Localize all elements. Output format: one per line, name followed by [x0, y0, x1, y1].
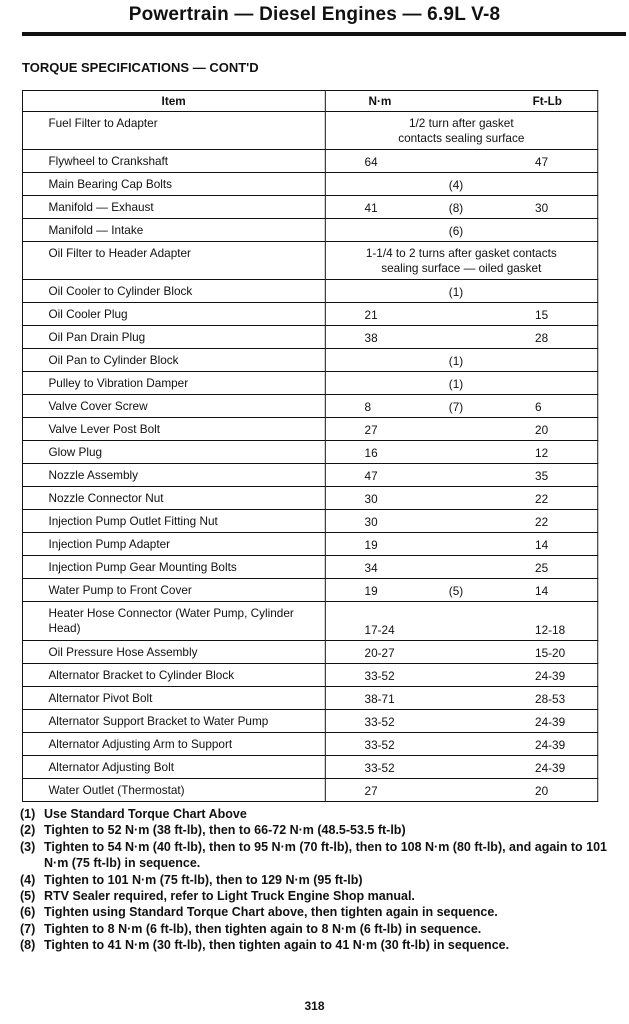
item-cell: Glow Plug [22, 441, 324, 464]
ftlb-value: 12 [535, 446, 549, 460]
nm-value: 41 [364, 201, 378, 215]
column-header-nm: N·m [325, 91, 462, 112]
table-row [22, 664, 597, 687]
footnote-text: Tighten to 54 N·m (40 ft-lb), then to 95 N·m (70 ft-lb), then to 108 N·m (80 ft-lb), and again to 101 N·m (75 ft-lb) in sequence. [44, 839, 607, 871]
item-cell: Nozzle Connector Nut [22, 487, 324, 510]
table-row [22, 395, 597, 418]
torque-values-cell [325, 664, 598, 687]
torque-values-cell [325, 395, 598, 418]
torque-values-cell [325, 733, 598, 756]
nm-value: 17-24 [364, 623, 395, 637]
torque-values-cell [325, 510, 598, 533]
footnote-reference: (1) [448, 354, 464, 368]
column-header-ftlb: Ft-Lb [462, 91, 597, 112]
item-cell: Alternator Pivot Bolt [22, 687, 324, 710]
table-row [22, 602, 597, 641]
torque-values-cell [325, 779, 598, 802]
nm-value: 33-52 [364, 738, 395, 752]
footnote-text: RTV Sealer required, refer to Light Truck Engine Shop manual. [44, 889, 415, 904]
item-cell: Injection Pump Adapter [22, 533, 324, 556]
table-row [22, 326, 597, 349]
ftlb-value: 24-39 [535, 669, 566, 683]
table-row [22, 150, 597, 173]
ftlb-value: 22 [535, 515, 549, 529]
ftlb-value: 28 [535, 331, 549, 345]
table-row [22, 441, 597, 464]
ftlb-value: 15 [535, 308, 549, 322]
ftlb-value: 15-20 [535, 646, 566, 660]
item-cell: Injection Pump Gear Mounting Bolts [22, 556, 324, 579]
footnote-number: (3) [20, 839, 36, 854]
ftlb-value: 22 [535, 492, 549, 506]
table-row [22, 418, 597, 441]
torque-values-cell [325, 196, 598, 219]
footnote-reference: (1) [448, 285, 464, 299]
item-cell: Flywheel to Crankshaft [22, 150, 324, 173]
item-cell: Valve Lever Post Bolt [22, 418, 324, 441]
item-cell: Manifold — Intake [22, 219, 324, 242]
nm-value: 30 [364, 492, 378, 506]
ftlb-value: 12-18 [535, 623, 566, 637]
footnote-reference: (1) [448, 377, 464, 391]
footnote-number: (8) [20, 938, 36, 953]
table-row [22, 779, 597, 802]
item-cell: Water Outlet (Thermostat) [22, 779, 324, 802]
footnote [20, 904, 620, 920]
nm-value: 33-52 [364, 761, 395, 775]
nm-value: 34 [364, 561, 378, 575]
torque-values-cell [325, 280, 598, 303]
table-row [22, 464, 597, 487]
footnote-text: Tighten to 52 N·m (38 ft-lb), then to 66-72 N·m (48.5-53.5 ft-lb) [44, 823, 406, 838]
item-cell: Water Pump to Front Cover [22, 579, 324, 602]
nm-value: 27 [364, 784, 378, 798]
nm-value: 64 [364, 155, 378, 169]
table-row [22, 487, 597, 510]
table-row [22, 173, 597, 196]
item-cell: Alternator Bracket to Cylinder Block [22, 664, 324, 687]
ftlb-value: 24-39 [535, 715, 566, 729]
item-cell: Oil Filter to Header Adapter [22, 242, 324, 280]
ftlb-value: 14 [535, 538, 549, 552]
footnote [20, 822, 620, 838]
table-row [22, 349, 597, 372]
nm-value: 30 [364, 515, 378, 529]
torque-values-cell [325, 602, 598, 641]
footnote-reference: (7) [448, 400, 464, 414]
torque-values-cell [325, 173, 598, 196]
table-row [22, 303, 597, 326]
table-body [22, 112, 597, 802]
footnote-text: Tighten to 101 N·m (75 ft-lb), then to 129 N·m (95 ft-lb) [44, 872, 363, 887]
nm-value: 38-71 [364, 692, 395, 706]
footnote [20, 839, 620, 872]
nm-value: 38 [364, 331, 378, 345]
nm-value: 20-27 [364, 646, 395, 660]
torque-values-cell [325, 533, 598, 556]
title-rule [22, 32, 626, 36]
footnote-reference: (6) [448, 224, 464, 238]
column-header-item: Item [22, 91, 324, 112]
nm-value: 33-52 [364, 715, 395, 729]
torque-values-cell [325, 303, 598, 326]
nm-value: 16 [364, 446, 378, 460]
item-cell: Alternator Support Bracket to Water Pump [22, 710, 324, 733]
ftlb-value: 25 [535, 561, 549, 575]
footnote-number: (4) [20, 872, 36, 887]
ftlb-value: 30 [535, 201, 549, 215]
table-header-row [22, 91, 597, 112]
torque-specifications-table [22, 90, 598, 802]
nm-value: 21 [364, 308, 378, 322]
torque-values-cell [325, 219, 598, 242]
ftlb-value: 24-39 [535, 761, 566, 775]
torque-values-cell [325, 326, 598, 349]
torque-values-cell [325, 441, 598, 464]
footnote [20, 937, 620, 953]
torque-values-cell [325, 556, 598, 579]
footnote-number: (1) [20, 807, 36, 821]
item-cell: Oil Cooler to Cylinder Block [22, 280, 324, 303]
ftlb-value: 47 [535, 155, 549, 169]
page-title: Powertrain — Diesel Engines — 6.9L V-8 [128, 4, 501, 25]
footnote [20, 888, 620, 904]
footnote-reference: (8) [448, 201, 464, 215]
footnote [20, 921, 620, 937]
nm-value: 47 [364, 469, 378, 483]
item-cell: Nozzle Assembly [22, 464, 324, 487]
item-cell: Oil Pan Drain Plug [22, 326, 324, 349]
table-row [22, 710, 597, 733]
torque-values-cell [325, 418, 598, 441]
footnote-number: (7) [20, 921, 36, 936]
torque-values-cell [325, 579, 598, 602]
footnote-number: (2) [20, 823, 36, 838]
footnote-reference: (5) [448, 584, 464, 598]
item-cell: Oil Pan to Cylinder Block [22, 349, 324, 372]
table-row [22, 641, 597, 664]
item-cell: Alternator Adjusting Bolt [22, 756, 324, 779]
item-cell: Manifold — Exhaust [22, 196, 324, 219]
footnote-number: (6) [20, 905, 36, 920]
ftlb-value: 14 [535, 584, 549, 598]
item-cell: Valve Cover Screw [22, 395, 324, 418]
footnote-reference: (4) [448, 178, 464, 192]
footnote-text: Tighten to 8 N·m (6 ft-lb), then tighten again to 8 N·m (6 ft-lb) in sequence. [44, 921, 482, 936]
footnote-number: (5) [20, 889, 36, 904]
item-cell: Main Bearing Cap Bolts [22, 173, 324, 196]
nm-value: 19 [364, 538, 378, 552]
ftlb-value: 20 [535, 784, 549, 798]
table-row [22, 756, 597, 779]
footnote-text: Use Standard Torque Chart Above [44, 807, 247, 821]
footnote-text: Tighten using Standard Torque Chart above, then tighten again in sequence. [44, 905, 498, 920]
footnotes [20, 806, 620, 954]
page-number: 318 [304, 999, 325, 1013]
torque-values-cell [325, 150, 598, 173]
torque-values-cell [325, 487, 598, 510]
torque-values-cell [325, 687, 598, 710]
table-row [22, 510, 597, 533]
item-cell: Oil Cooler Plug [22, 303, 324, 326]
footnote [20, 806, 620, 822]
table-row [22, 687, 597, 710]
table-row [22, 242, 597, 280]
torque-values-cell [325, 756, 598, 779]
ftlb-value: 20 [535, 423, 549, 437]
nm-value: 33-52 [364, 669, 395, 683]
nm-value: 27 [364, 423, 378, 437]
ftlb-value: 28-53 [535, 692, 566, 706]
torque-instruction-cell: 1-1/4 to 2 turns after gasket contacts sealing surface — oiled gasket [325, 242, 598, 280]
ftlb-value: 24-39 [535, 738, 566, 752]
ftlb-value: 6 [535, 400, 542, 414]
nm-value: 8 [364, 400, 372, 414]
table-row [22, 196, 597, 219]
footnote [20, 872, 620, 888]
item-cell: Heater Hose Connector (Water Pump, Cylinder Head) [22, 602, 324, 641]
ftlb-value: 35 [535, 469, 549, 483]
table-row [22, 579, 597, 602]
footnote-text: Tighten to 41 N·m (30 ft-lb), then tighten again to 41 N·m (30 ft-lb) in sequence. [44, 938, 510, 953]
torque-instruction-cell: 1/2 turn after gasket contacts sealing surface [325, 112, 598, 150]
table-row [22, 219, 597, 242]
nm-value: 19 [364, 584, 378, 598]
table-row [22, 280, 597, 303]
item-cell: Pulley to Vibration Damper [22, 372, 324, 395]
item-cell: Fuel Filter to Adapter [22, 112, 324, 150]
item-cell: Alternator Adjusting Arm to Support [22, 733, 324, 756]
torque-values-cell [325, 641, 598, 664]
table-row [22, 112, 597, 150]
table-row [22, 372, 597, 395]
table-row [22, 533, 597, 556]
table-row [22, 556, 597, 579]
torque-values-cell [325, 349, 598, 372]
item-cell: Oil Pressure Hose Assembly [22, 641, 324, 664]
item-cell: Injection Pump Outlet Fitting Nut [22, 510, 324, 533]
torque-values-cell [325, 710, 598, 733]
table-row [22, 733, 597, 756]
section-heading: TORQUE SPECIFICATIONS — CONT'D [22, 60, 259, 75]
torque-values-cell [325, 372, 598, 395]
torque-values-cell [325, 464, 598, 487]
